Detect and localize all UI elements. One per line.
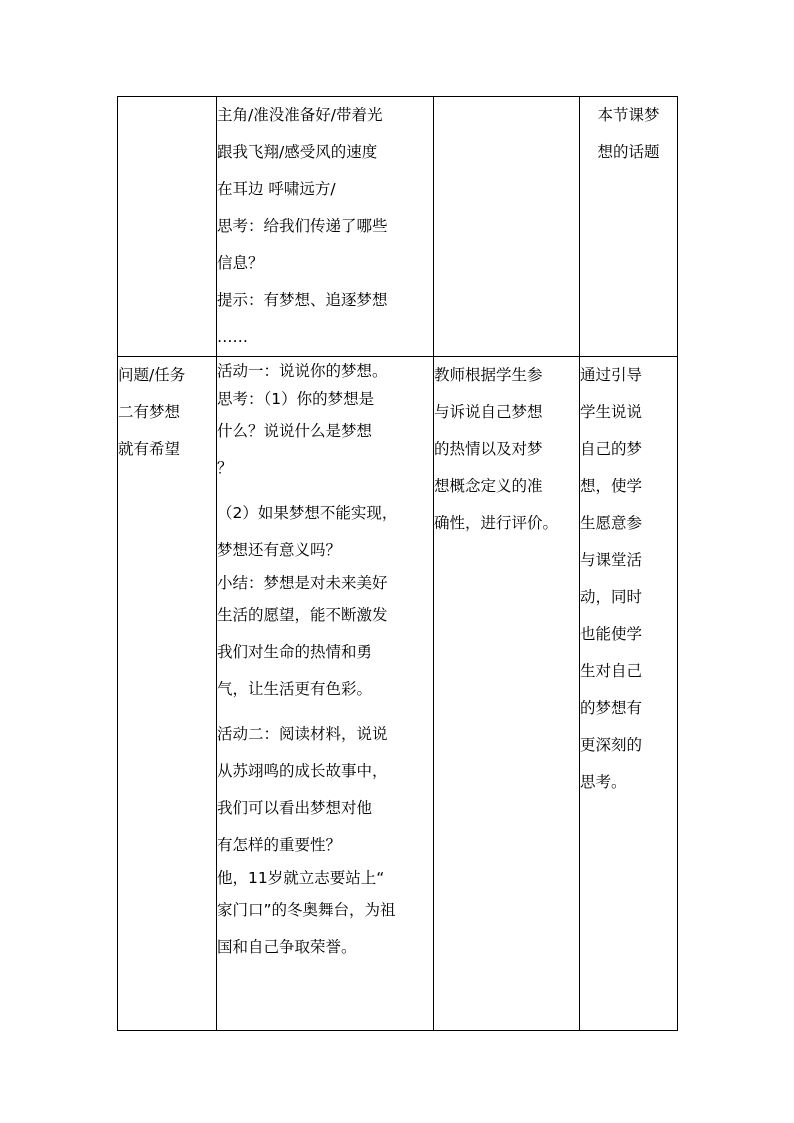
cell-intent (580, 357, 678, 1031)
text-line: 梦想还有意义吗？ (217, 541, 342, 559)
text-line: 二有梦想 (118, 403, 181, 421)
text-line: ？ (217, 459, 233, 477)
cell-task-title (118, 357, 217, 1031)
text-line: 跟我飞翔/感受风的速度 (217, 143, 378, 161)
lesson-plan-table (117, 96, 678, 1031)
table-row (118, 357, 678, 1031)
text-line: 问题/任务 (118, 366, 186, 384)
text-line: 更深刻的 (580, 736, 643, 754)
text-line: 的热情以及对梦 (434, 440, 543, 458)
text-line: 国和自己争取荣誉。 (217, 938, 357, 956)
text-line: 活动一：说说你的梦想。 (217, 362, 388, 380)
text-line: 思考。 (580, 773, 627, 791)
text-line: 信息？ (217, 254, 264, 272)
text-line: 就有希望 (118, 440, 181, 458)
text-line: 本节课梦 (597, 106, 660, 124)
text-line: 活动二：阅读材料，说说 (217, 725, 388, 743)
cell-activities (217, 357, 434, 1031)
text-line: 通过引导 (580, 366, 643, 384)
cell-song-lyrics-discussion (217, 97, 434, 357)
text-line: 什么？说说什么是梦想 (217, 422, 373, 440)
text-line: 气，让生活更有色彩。 (217, 680, 373, 698)
text-line: 有怎样的重要性？ (217, 836, 342, 854)
text-line: …… (217, 328, 248, 346)
text-line: 生对自己 (580, 662, 643, 680)
text-line: 自己的梦 (580, 440, 643, 458)
text-line: 在耳边 呼啸远方/ (217, 180, 336, 198)
text-line: 主角/准没准备好/带着光 (217, 106, 383, 124)
text-line: 我们可以看出梦想对他 (217, 799, 373, 817)
cell-empty (118, 97, 217, 357)
cell-empty (434, 97, 580, 357)
text-line: 家门口”的冬奥舞台，为祖 (217, 901, 396, 919)
table-row (118, 97, 678, 357)
text-line: 与课堂活 (580, 551, 643, 569)
text-line: 确性，进行评价。 (434, 514, 559, 532)
text-line: 生愿意参 (580, 514, 643, 532)
cell-evaluation (434, 357, 580, 1031)
text-line: 思考：给我们传递了哪些 (217, 217, 388, 235)
text-line: 我们对生命的热情和勇 (217, 643, 373, 661)
text-line: 思考：（1）你的梦想是 (217, 390, 375, 408)
text-line: 小结：梦想是对未来美好 (217, 574, 388, 592)
text-line: 动，同时 (580, 588, 643, 606)
text-line: 想概念定义的准 (434, 477, 543, 495)
text-line: 的梦想有 (580, 699, 643, 717)
text-line: 也能使学 (580, 625, 643, 643)
text-line: 提示：有梦想、追逐梦想 (217, 291, 388, 309)
cell-intent (580, 97, 678, 357)
text-line: 从苏翊鸣的成长故事中， (217, 762, 388, 780)
text-line: 想，使学 (580, 477, 643, 495)
text-line: 与诉说自己梦想 (434, 403, 543, 421)
text-line: 想的话题 (597, 143, 660, 161)
text-line: 他，11岁就立志要站上“ (217, 869, 385, 887)
text-line: 学生说说 (580, 403, 643, 421)
text-line: 生活的愿望，能不断激发 (217, 606, 388, 624)
text-line: 教师根据学生参 (434, 366, 543, 384)
text-line: （2）如果梦想不能实现， (217, 504, 398, 522)
